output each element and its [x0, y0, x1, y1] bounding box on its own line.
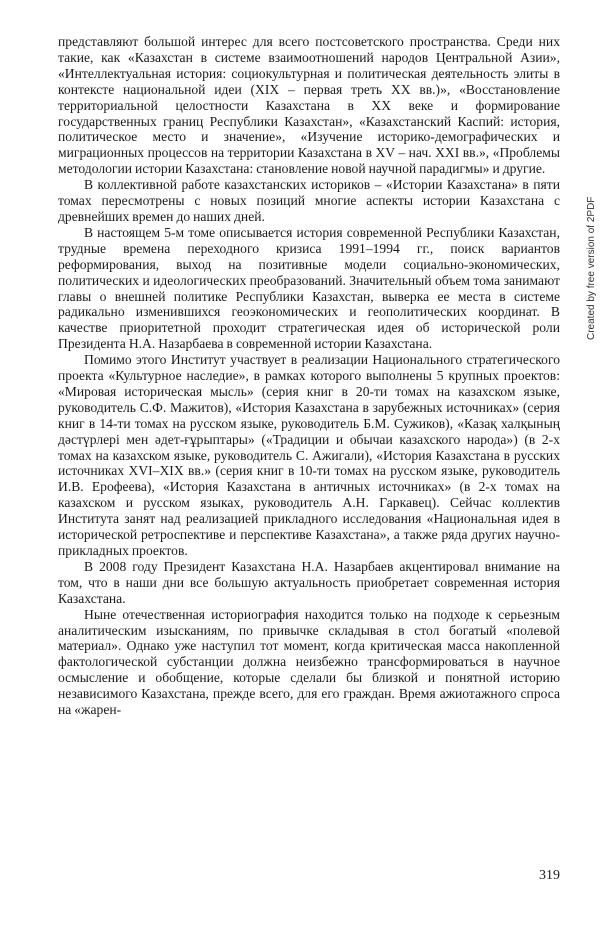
paragraph-3: В настоящем 5-м томе описывается история современной Республики Казахстан, трудные времена переходного кризиса 1991–1994 гг., поиск вариантов реформирования, выход на позитивные модели социально-экономических, политических и идеологических преобразований. Значительный объем тома занимают главы о внешней политике Республики Казахстан, выверка ее места в системе радикально изменившихся геоэкономических и геополитических координат. В качестве приоритетной проходит стратегическая идея об исторической роли Президента Н.А. Назарбаева в современной истории Казахстана. — [58, 224, 560, 352]
paragraph-1: представляют большой интерес для всего постсоветского пространства. Среди них такие, как «Казахстан в системе взаимоотношений народов Центральной Азии», «Интеллектуальная история: социокультурная и политическая деятельность элиты в контексте национальной идеи (XIX – первая треть XX вв.)», «Восстановление территориальной целостности Казахстана в XX веке и формирование государственных границ Республики Казахстан», «Казахстанский Каспий: история, политическое место и значение», «Изучение историко-демографических и миграционных процессов на территории Казахстана в XV – нач. XXI вв.», «Проблемы методологии истории Казахстана: становление новой научной парадигмы» и другие. — [58, 34, 560, 177]
page-body — [58, 34, 560, 718]
paragraph-4: Помимо этого Институт участвует в реализации Национального стратегического проекта «Культурное наследие», в рамках которого выполнены 5 крупных проектов: «Мировая историческая мысль» (серия книг в 20-ти томах на казахском языке, руководитель С.Ф. Мажитов), «История Казахстана в зарубежных источниках» (серия книг в 14-ти томах на русском языке, руководитель Б.М. Сужиков), «Казақ халқының дәстүрлері мен әдет-ғұрыптары» («Традиции и обычаи казахского народа») (в 2-х томах на казахском языке, руководитель С. Ажигали), «История Казахстана в русских источниках XVI–XIX вв.» (серия книг в 10-ти томах на русском языке, руководитель И.В. Ерофеева), «История Казахстана в античных источниках» (в 2-х томах на казахском и русском языках, руководитель А.Н. Гаркавец). Сейчас коллектив Института занят над реализацией прикладного исследования «Национальная идея в исторической ретроспективе и перспективе Казахстана», а также ряда других научно-прикладных проектов. — [58, 352, 560, 558]
paragraph-2: В коллективной работе казахстанских историков – «Истории Казахстана» в пяти томах пересмотрены с новых позиций многие аспекты истории Казахстана с древнейших времен до наших дней. — [58, 177, 560, 224]
paragraph-5: В 2008 году Президент Казахстана Н.А. Назарбаев акцентировал внимание на том, что в наши дни все большую актуальность приобретает современная история Казахстана. — [58, 558, 560, 606]
paragraph-6: Ныне отечественная историография находится только на подходе к серьезным аналитическим изысканиям, по привычке складывая в стол богатый «полевой материал». Однако уже наступил тот момент, когда критическая масса накопленной фактологической субстанции должна неизбежно трансформироваться в научное осмысление и обобщение, которые сделали бы близкой и понятной историю независимого Казахстана, прежде всего, для его граждан. Время ажиотажного спроса на «жарен- — [58, 606, 560, 718]
side-credit-watermark: Created by free version of 2PDF — [586, 196, 597, 340]
page-number: 319 — [539, 868, 560, 883]
